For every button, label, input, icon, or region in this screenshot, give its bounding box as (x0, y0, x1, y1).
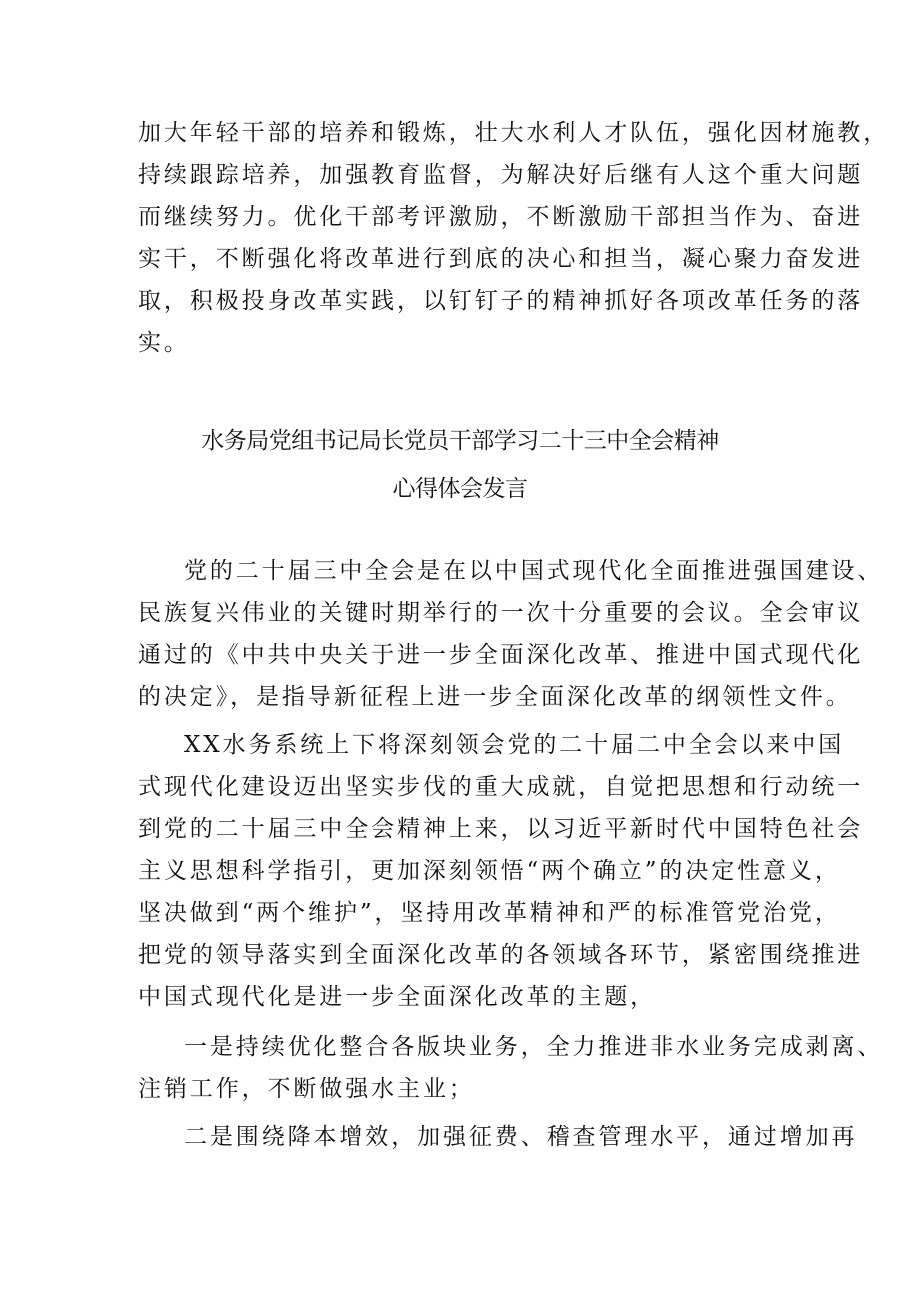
text-line: 式现代化建设迈出坚实步伐的重大成就，自觉把思想和行动统一 (138, 774, 864, 800)
text-line: 民族复兴伟业的关键时期举行的一次十分重要的会议。全会审议 (138, 600, 864, 626)
text-line: 通过的《中共中央关于进一步全面深化改革、推进中国式现代化 (138, 642, 864, 668)
text-line: 把党的领导落实到全面深化改革的各领域各环节，紧密围绕推进 (138, 942, 864, 968)
text-line: 持续跟踪培养，加强教育监督，为解决好后继有人这个重大问题 (138, 162, 864, 188)
article-title: 水务局党组书记局长党员干部学习二十三中全会精神 (201, 428, 719, 454)
text-line: 取，积极投身改革实践，以钉钉子的精神抓好各项改革任务的落 (138, 288, 864, 314)
paragraph-first-line: 党的二十届三中全会是在以中国式现代化全面推进强国建设、 (184, 558, 884, 584)
paragraph-first-line: 一是持续优化整合各版块业务，全力推进非水业务完成剥离、 (184, 1034, 884, 1060)
paragraph-first-line: 二是围绕降本增效，加强征费、稽查管理水平，通过增加再 (184, 1124, 858, 1150)
text-line: 到党的二十届三中全会精神上来，以习近平新时代中国特色社会 (138, 816, 864, 842)
text-line: 实。 (138, 330, 190, 356)
text-line: 实干，不断强化将改革进行到底的决心和担当，凝心聚力奋发进 (138, 246, 864, 272)
text-line: 主义思想科学指引，更加深刻领悟“两个确立”的决定性意义， (138, 858, 841, 884)
text-line: 加大年轻干部的培养和锻炼，壮大水利人才队伍，强化因材施教， (138, 120, 890, 146)
text-line: 中国式现代化是进一步全面深化改革的主题， (138, 984, 656, 1010)
article-title-line2: 心得体会发言 (392, 476, 528, 502)
text-line: 注销工作，不断做强水主业； (138, 1076, 475, 1102)
text-line: 的决定》，是指导新征程上进一步全面深化改革的纲领性文件。 (138, 684, 852, 710)
text-line: 而继续努力。优化干部考评激励，不断激励干部担当作为、奋进 (138, 204, 864, 230)
text-line: 坚决做到“两个维护”，坚持用改革精神和严的标准管党治党， (138, 900, 841, 926)
paragraph-first-line: XX水务系统上下将深刻领会党的二十届二中全会以来中国 (184, 732, 845, 758)
